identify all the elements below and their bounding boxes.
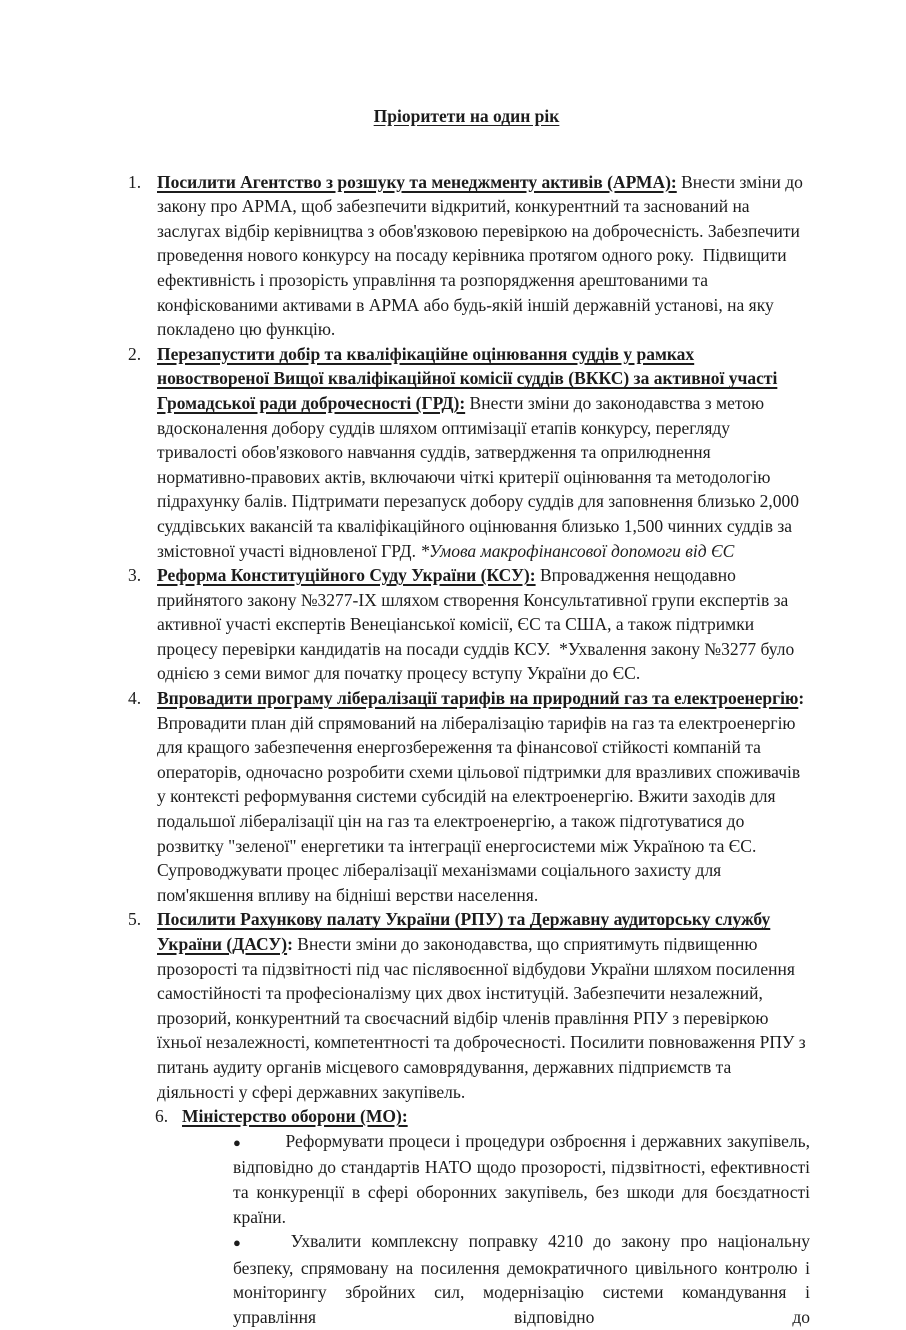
item-body: Впровадити план дій спрямований на лібералізацію тарифів на газ та електроенергію для кращого забезпечення енергозбереження та фінансової стійкості компаній та операторів, одночасно розробити схеми цільової підтримки для вразливих споживачів у контексті реформування системи субсидій на електроенергію. Вжити заходів для подальшої лібералізації цін на газ та електроенергію, а також підготуватися до розвитку "зеленої" енергетики та інтеграції енергосистеми між Україною та ЄС. Супроводжувати процес лібералізації механізмами соціального захисту для пом'якшення впливу на бідніші верстви населення. <box>157 712 801 905</box>
bullet-icon: ● <box>233 1134 242 1150</box>
bullet-icon: ● <box>233 1235 247 1251</box>
item-body: Внести зміни до законодавства, що сприятимуть підвищенню прозорості та підзвітності під час післявоєнної відбудови України шляхом посилення самостійності та професіоналізму цих двох інституцій. Забезпечити незалежний, прозорий, конкурентний та своєчасний відбір членів правління РПУ з перевіркою їхньої незалежності, компетентності та доброчесності. Посилити повноваження РПУ з питань аудиту органів місцевого самоврядування, державних підприємств та діяльності у сфері державних закупівель. <box>157 934 806 1102</box>
item-heading: Перезапустити добір та кваліфікаційне оцінювання суддів у рамках новоствореної Вищої кваліфікаційної комісії суддів (ВККС) за активної участі Громадської ради доброчесності (ГРД): <box>157 343 778 413</box>
item-number: 6. <box>155 1106 169 1127</box>
item-number: 5. <box>128 909 142 930</box>
item-heading: Впровадити програму лібералізації тарифів на природний газ та електроенергію <box>157 688 799 709</box>
item-heading: Реформа Конституційного Суду України (КСУ): <box>157 565 536 586</box>
item-body: Внести зміни до закону про АРМА, щоб забезпечити відкритий, конкурентний та заснований на заслугах відбір керівництва з обов'язковою перевіркою на доброчесність. Забезпечити проведення нового конкурсу на посаду керівника протягом одного року. Підвищити ефективність і прозорість управління та розпорядження арештованими та конфіскованими активами в АРМА або будь-якій іншій державній установі, на яку покладено цю функцію. <box>157 171 803 340</box>
list-item-5 <box>127 907 806 1104</box>
item-body: Впровадження нещодавно прийнятого закону №3277-IX шляхом створення Консультативної групи експертів за активної участі експертів Венеціанської комісії, ЄС та США, а також підтримки процесу перевірки кандидатів на посади суддів КСУ. *Ухвалення закону №3277 було однією з семи вимог для початку процесу вступу України до ЄС. <box>157 565 795 684</box>
sub-bullet-list <box>233 1129 810 1330</box>
document-title: Пріоритети на один рік <box>373 106 560 126</box>
item-italic-note: *Умова макрофінансової допомоги від ЄС <box>420 540 735 561</box>
list-item-6 <box>152 1104 810 1329</box>
item-number: 1. <box>128 171 142 192</box>
bullet-text: Ухвалити комплексну поправку 4210 до закону про національну безпеку, спрямовану на посилення демократичного цивільного контролю і моніторингу збройних сил, модернізацію системи командування і управління відповідно до <box>233 1231 810 1327</box>
item-heading: Посилити Агентство з розшуку та менеджменту активів (АРМА): <box>157 171 677 192</box>
list-item-1 <box>127 170 806 342</box>
list-item-2 <box>127 342 806 563</box>
bullet-item-2 <box>233 1229 810 1329</box>
list-item-3 <box>127 563 806 686</box>
item-heading: Посилити Рахункову палату України (РПУ) та Державну аудиторську службу України (ДАСУ) <box>157 909 771 954</box>
item-number: 2. <box>128 343 142 364</box>
list-item-4 <box>127 686 806 907</box>
numbered-list <box>127 170 810 1330</box>
item-number: 4. <box>128 688 142 709</box>
bullet-text: Реформувати процеси і процедури озброєння і державних закупівель, відповідно до стандартів НАТО щодо прозорості, підзвітності, ефективності та конкуренції в сфері оборонних закупівель, без шкоди для боєздатності країни. <box>233 1130 810 1227</box>
item-heading-colon: : <box>287 934 293 954</box>
item-heading-colon: : <box>798 688 805 709</box>
item-body: Внести зміни до законодавства з метою вдосконалення добору суддів шляхом оптимізації етапів конкурсу, перегляду тривалості обов'язкового навчання суддів, затвердження та оприлюднення нормативно-правових актів, включаючи чіткі критерії оцінювання та методологію підрахунку балів. Підтримати перезапуск добору суддів для заповнення близько 2,000 суддівських вакансій та кваліфікаційного оцінювання близько 1,500 чинних суддів за змістовної участі відновленої ГРД. <box>157 392 799 561</box>
item-number: 3. <box>128 565 142 586</box>
bullet-item-1 <box>233 1129 810 1229</box>
item-heading: Міністерство оборони (МО): <box>182 1106 408 1127</box>
